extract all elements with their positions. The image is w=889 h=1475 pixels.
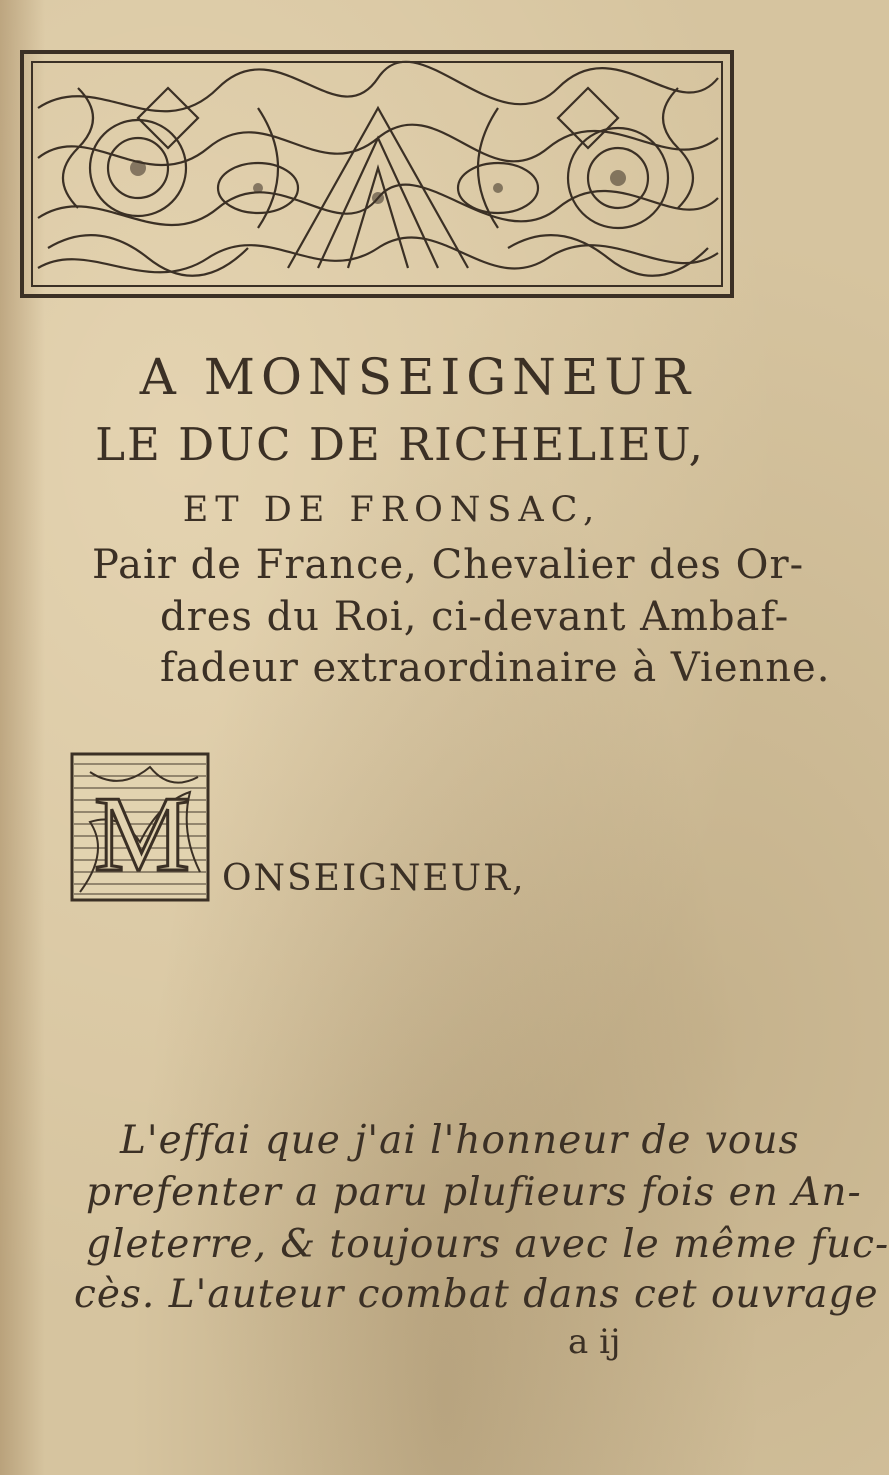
initial-letter-m: M bbox=[93, 775, 191, 894]
dedication-line-5: dres du Roi, ci-devant Ambaf- bbox=[160, 594, 790, 640]
dedication-line-1: A MONSEIGNEUR bbox=[139, 348, 697, 406]
body-line-1: L'effai que j'ai l'honneur de vous bbox=[120, 1118, 800, 1163]
salutation-text: ONSEIGNEUR, bbox=[222, 858, 526, 899]
dedication-line-3: ET DE FRONSAC, bbox=[182, 490, 602, 530]
body-line-2: prefenter a paru plufieurs fois en An- bbox=[86, 1170, 862, 1215]
dedication-line-4: Pair de France, Chevalier des Or- bbox=[92, 542, 805, 588]
body-line-3: gleterre, & toujours avec le même fuc- bbox=[86, 1222, 889, 1267]
decorated-initial bbox=[70, 752, 210, 902]
dedication-line-2: LE DUC DE RICHELIEU, bbox=[95, 418, 705, 471]
ornamental-headpiece bbox=[18, 48, 736, 300]
dedication-line-6: fadeur extraordinaire à Vienne. bbox=[160, 645, 831, 691]
signature-mark: a ij bbox=[568, 1322, 621, 1362]
body-line-4: cès. L'auteur combat dans cet ouvrage bbox=[74, 1272, 879, 1317]
